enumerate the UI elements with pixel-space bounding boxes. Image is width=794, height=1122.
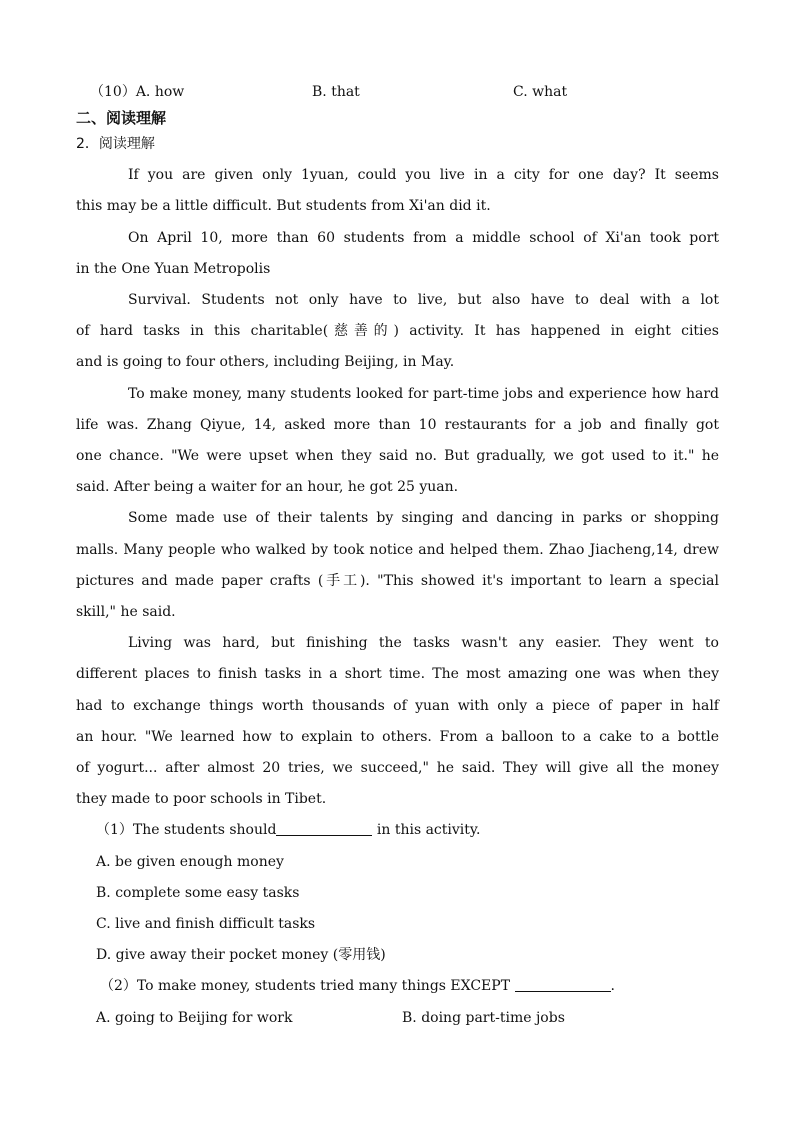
- passage-line: Living was hard, but finishing the tasks wasn't any easier. They went to: [128, 635, 719, 651]
- passage-line: this may be a little difficult. But students from Xi'an did it.: [76, 198, 491, 214]
- q1-option-a: A. be given enough money: [96, 854, 284, 870]
- q10-option-c: C. what: [513, 84, 568, 100]
- q10-option-b: B. that: [312, 84, 360, 100]
- passage-line: pictures and made paper crafts (手工). "This showed it's important to learn a special: [76, 573, 719, 589]
- passage-line: had to exchange things worth thousands of yuan with only a piece of paper in half: [76, 698, 719, 714]
- passage-line: life was. Zhang Qiyue, 14, asked more than 10 restaurants for a job and finally got: [76, 417, 719, 433]
- passage-line: one chance. "We were upset when they said no. But gradually, we got used to it." he: [76, 448, 719, 464]
- passage-line: skill," he said.: [76, 604, 176, 620]
- passage-line: If you are given only 1yuan, could you live in a city for one day? It seems: [128, 167, 719, 183]
- q1-option-b: B. complete some easy tasks: [96, 885, 300, 901]
- q2-stem-after: .: [610, 978, 615, 994]
- passage-line: To make money, many students looked for part-time jobs and experience how hard: [128, 386, 719, 402]
- q2-option-a: A. going to Beijing for work: [96, 1010, 293, 1026]
- subsection-title: 2．阅读理解: [76, 136, 155, 152]
- q2-stem-before: （2）To make money, students tried many things EXCEPT: [100, 978, 515, 994]
- passage-line: On April 10, more than 60 students from a middle school of Xi'an took port: [128, 230, 719, 246]
- q1-answer-blank[interactable]: [276, 820, 372, 836]
- passage-line: of yogurt... after almost 20 tries, we succeed," he said. They will give all the money: [76, 760, 719, 776]
- section-title: 二、阅读理解: [76, 109, 167, 127]
- passage-line: an hour. "We learned how to explain to others. From a balloon to a cake to a bottle: [76, 729, 719, 745]
- q1-stem-before: （1）The students should: [96, 822, 277, 838]
- q1-option-c: C. live and finish difficult tasks: [96, 916, 316, 932]
- q1-option-d: D. give away their pocket money (零用钱): [96, 947, 386, 963]
- q2-option-b: B. doing part-time jobs: [402, 1010, 565, 1026]
- passage-line: of hard tasks in this charitable(慈善的) activity. It has happened in eight cities: [76, 323, 719, 339]
- passage-line: in the One Yuan Metropolis: [76, 261, 271, 277]
- passage-line: they made to poor schools in Tibet.: [76, 791, 327, 807]
- passage-line: Some made use of their talents by singing and dancing in parks or shopping: [128, 510, 719, 526]
- q2-answer-blank[interactable]: [515, 976, 611, 992]
- passage-line: malls. Many people who walked by took notice and helped them. Zhao Jiacheng,14, drew: [76, 542, 719, 558]
- q2-stem: [100, 976, 615, 996]
- q1-stem-after: in this activity.: [372, 822, 481, 838]
- passage-line: said. After being a waiter for an hour, he got 25 yuan.: [76, 479, 459, 495]
- q1-stem: [96, 820, 480, 840]
- passage-line: Survival. Students not only have to live, but also have to deal with a lot: [128, 292, 719, 308]
- passage-line: different places to finish tasks in a short time. The most amazing one was when they: [76, 666, 719, 682]
- passage-line: and is going to four others, including Beijing, in May.: [76, 354, 455, 370]
- q10-option-a: （10）A. how: [90, 84, 185, 100]
